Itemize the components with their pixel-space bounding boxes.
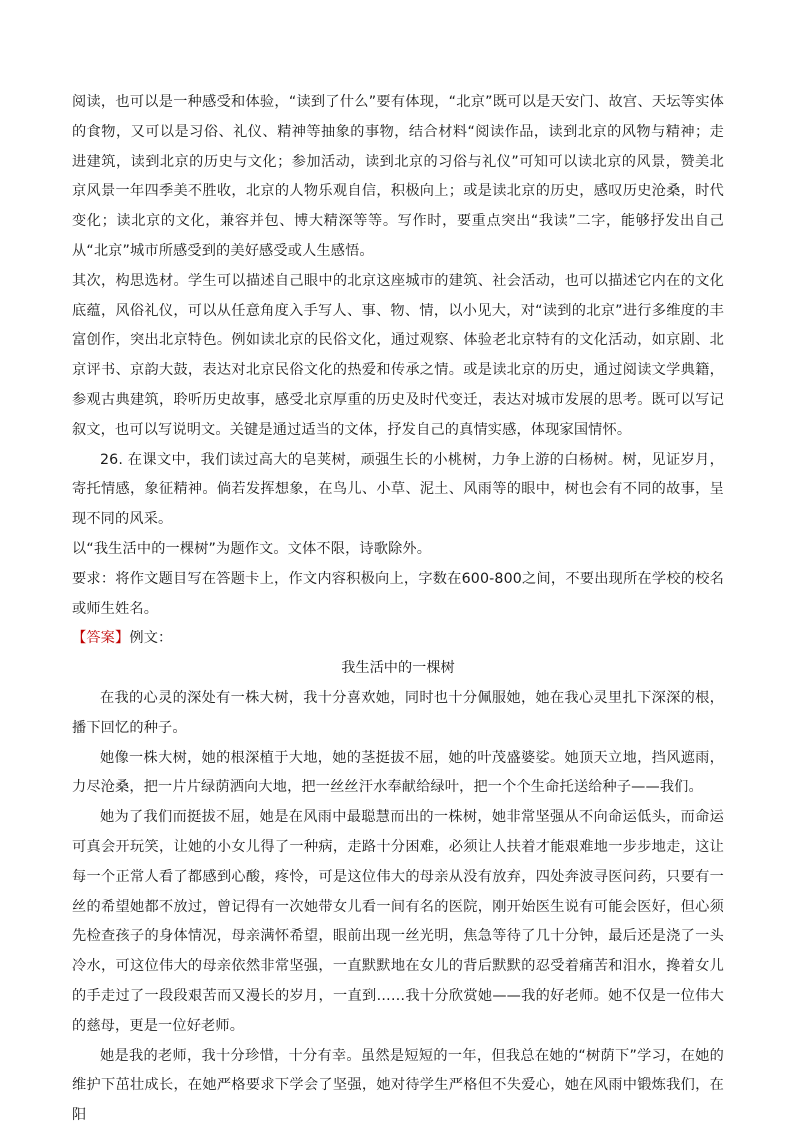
essay-paragraph: 她是我的老师，我十分珍惜，十分有幸。虽然是短短的一年，但我总在她的“树荫下”学习，在她的维护下茁壮成长，在她严格要求下学会了坚强，她对待学生严格但不失爱心，她在风雨中锻炼我们，在阳 — [72, 1047, 724, 1124]
essay-paragraph: 在我的心灵的深处有一株大树，我十分喜欢她，同时也十分佩服她，她在我心灵里扎下深深的根，播下回忆的种子。 — [72, 689, 724, 736]
question-26-prompt: 以“我生活中的一棵树”为题作文。文体不限，诗歌除外。 — [72, 540, 432, 557]
question-26-stem: 26. 在课文中，我们读过高大的皂荚树，顽强生长的小桃树，力争上游的白杨树。树，见证岁月，寄托情感，象征精神。倘若发挥想象，在鸟儿、小草、泥土、风雨等的眼中，树也会有不同的故事，呈现不同的风采。 — [72, 451, 724, 528]
answer-tag: 【答案】 — [72, 630, 130, 647]
essay-paragraph: 她为了我们而挺拔不屈，她是在风雨中最聪慧而出的一株树，她非常坚强从不向命运低头，而命运可真会开玩笑，让她的小女儿得了一种病，走路十分困难，必须让人扶着才能艰难地一步步地走，这让每一个正常人看了都感到心酸，疼怜，可是这位伟大的母亲从没有放弃，四处奔波寻医问药，只要有一丝的希望她都不放过，曾记得有一次她带女儿看一间有名的医院，刚开始医生说有可能会医好，但心须先检查孩子的身体情况，母亲满怀希望，眼前出现一丝光明，焦急等待了几十分钟，最后还是浇了一头冷水，可这位伟大的母亲依然非常坚强，一直默默地在女儿的背后默默的忍受着痛苦和泪水，搀着女儿的手走过了一段段艰苦而又漫长的岁月，一直到……我十分欣赏她——我的好老师。她不仅是一位伟大的慈母，更是一位好老师。 — [72, 809, 724, 1034]
analysis-paragraph-2: 其次，构思选材。学生可以描述自己眼中的北京这座城市的建筑、社会活动，也可以描述它内在的文化底蕴，风俗礼仪，可以从任意角度入手写人、事、物、情，以小见大，对“读到的北京”进行多维度的丰富创作，突出北京特色。例如读北京的民俗文化，通过观察、体验老北京特有的文化活动，如京剧、北京评书、京韵大鼓，表达对北京民俗文化的热爱和传承之情。或是读北京的历史，通过阅读文学典籍，参观古典建筑，聆听历史故事，感受北京厚重的历史及时代变迁，表达对城市发展的思考。既可以写记叙文，也可以写说明文。关键是通过适当的文体，抒发自己的真情实感，体现家国情怀。 — [72, 272, 724, 438]
document-page — [72, 88, 724, 1131]
essay-paragraph: 她像一株大树，她的根深植于大地，她的茎挺拔不屈，她的叶茂盛婆娑。她顶天立地，挡风遮雨，力尽沧桑，把一片片绿荫洒向大地，把一丝丝汗水奉献给绿叶，把一个个生命托送给种子——我们。 — [72, 749, 724, 796]
answer-label: 例文： — [129, 630, 173, 647]
essay-title: 我生活中的一棵树 — [341, 660, 455, 677]
answer-line — [72, 624, 724, 654]
question-26-requirement: 要求：将作文题目写在答题卡上，作文内容积极向上，字数在600-800之间，不要出现所在学校的校名或师生姓名。 — [72, 570, 724, 617]
analysis-paragraph-1: 阅读，也可以是一种感受和体验，“读到了什么”要有体现，“北京”既可以是天安门、故宫、天坛等实体的食物，又可以是习俗、礼仪、精神等抽象的事物，结合材料“阅读作品，读到北京的风物与精神；走进建筑，读到北京的历史与文化；参加活动，读到北京的习俗与礼仪”可知可以读北京的风景，赞美北京风景一年四季美不胜收，北京的人物乐观自信，积极向上；或是读北京的历史，感叹历史沧桑，时代变化；读北京的文化，兼容并包、博大精深等等。写作时，要重点突出“我读”二字，能够抒发出自己从“北京”城市所感受到的美好感受或人生感悟。 — [72, 94, 724, 259]
